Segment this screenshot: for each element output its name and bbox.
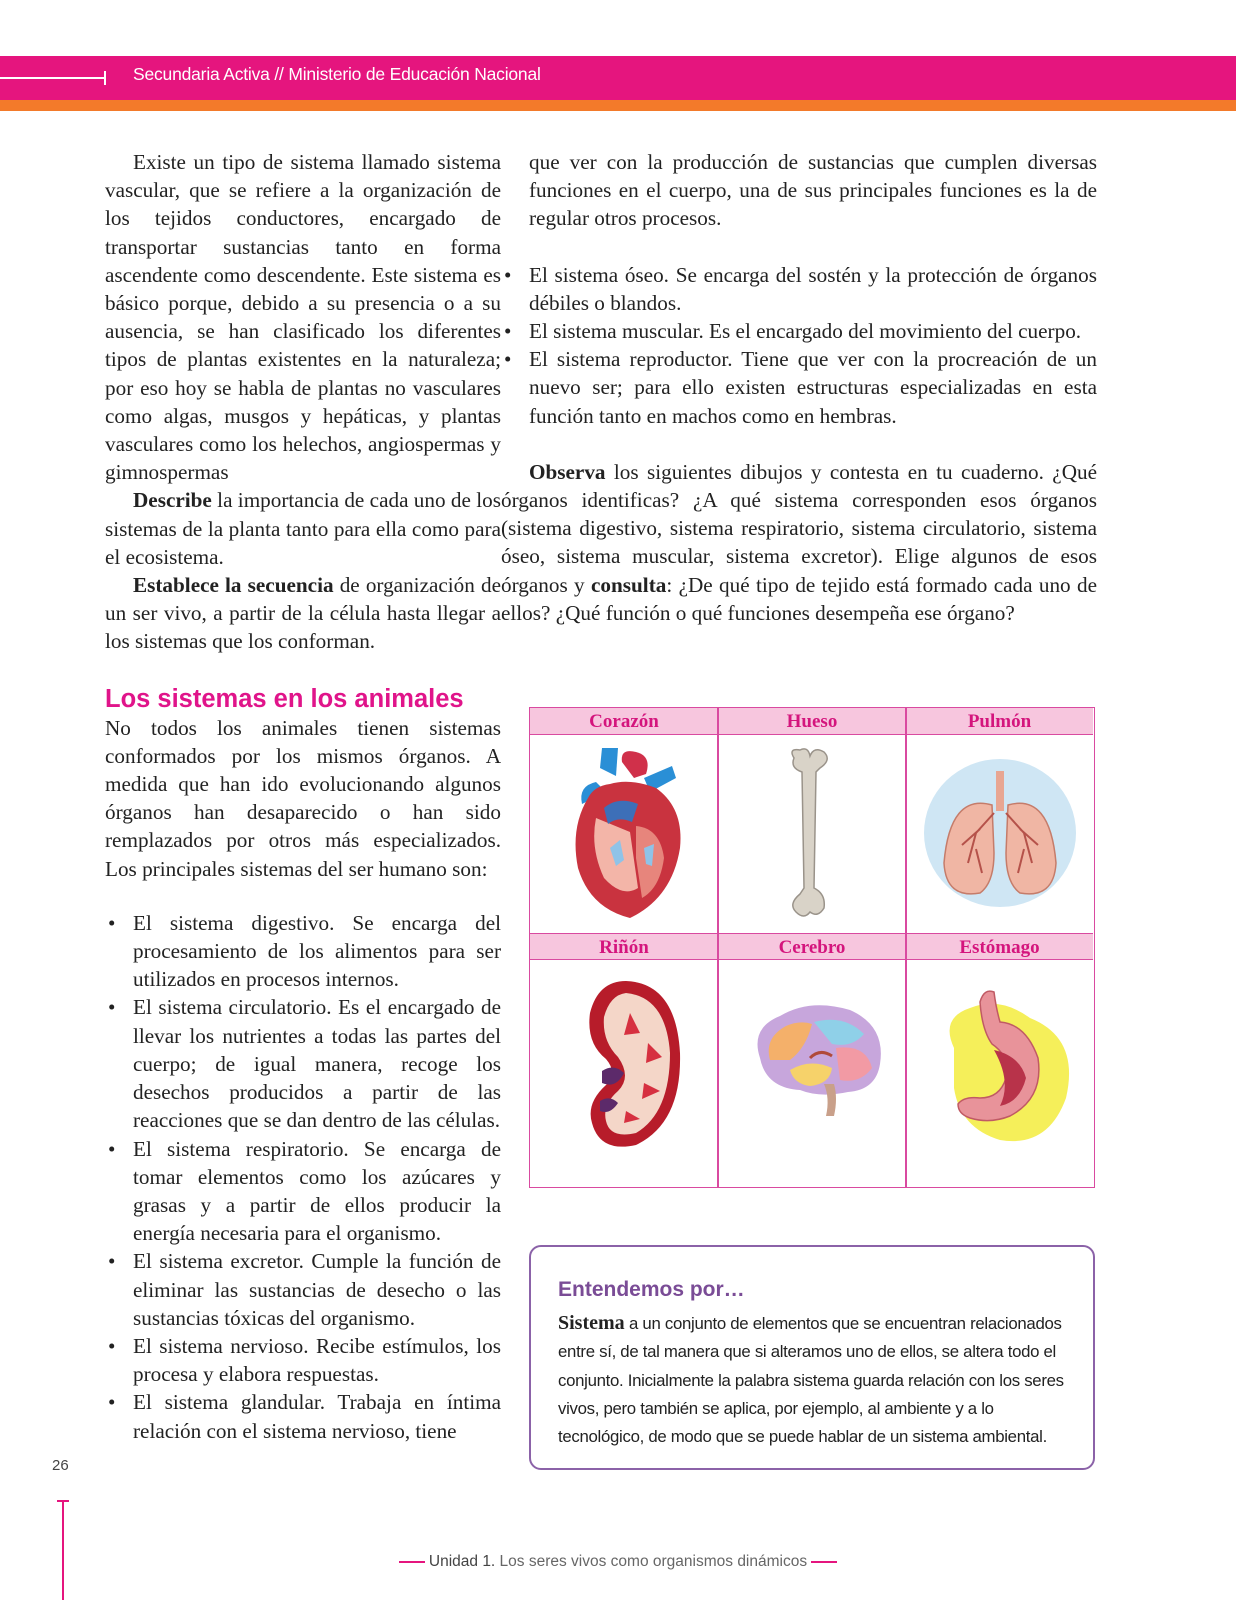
footer bbox=[0, 1553, 1236, 1571]
animals-paragraph: No todos los animales tienen sistemas conformados por los mismos órganos. A medida que han ido evolucionando algunos órganos han desaparecido o han sido remplazados por otros más especializados. Los principales sistemas del ser humano son: bbox=[105, 715, 501, 881]
organ-label-stomach: Estómago bbox=[906, 933, 1093, 960]
brain-icon bbox=[740, 998, 890, 1118]
consult-keyword: consulta bbox=[591, 572, 667, 597]
footer-unit: Unidad 1. bbox=[428, 1553, 496, 1570]
definition-body: a un conjunto de elementos que se encuentran relacionados entre sí, de tal manera que si alteramos uno de ellos, se altera todo el conjunto. Inicialmente la palabra sistema guarda relación con los seres vivos, pero también se aplica, por ejemplo, al ambiente y a lo tecnológico, de modo que se puede hablar de un sistema ambiental. bbox=[558, 1314, 1064, 1447]
margin-rule bbox=[62, 1500, 64, 1600]
systems-list bbox=[105, 909, 501, 1445]
vascular-paragraph: Existe un tipo de sistema llamado sistema vascular, que se refiere a la organización de los tejidos conductores, encargado de transportar sustancias tanto en forma ascendente como descendente. Este sistema es básico porque, debido a su presencia o a su ausencia, se han clasificado los diferentes tipos de plantas existentes en la naturaleza; por eso hoy se habla de plantas no vasculares como algas, musgos y hepáticas, y plantas vasculares como los helechos, angiospermas y gimnospermas bbox=[105, 150, 501, 485]
list-item: • El sistema respiratorio. Se encarga de tomar elementos como los azúcares y grasas y a partir de ellos producir la energía necesaria para el organismo. bbox=[105, 1135, 501, 1248]
observe-text-a: los siguientes dibujos y contesta en tu cuaderno. ¿Qué órganos identificas? ¿A qué sistema corresponden esos órganos (sistema digestivo, sistema respiratorio, sistema circulatorio, sistema óseo, sistema muscular, sistema excretor). Elige algunos de esos órganos y bbox=[501, 459, 1097, 597]
observe-paragraph bbox=[501, 458, 1097, 627]
sequence-paragraph bbox=[105, 571, 501, 656]
right-column bbox=[501, 148, 1097, 627]
header-rule-tick bbox=[104, 71, 106, 85]
organ-label-lung: Pulmón bbox=[906, 708, 1093, 735]
organ-grid bbox=[529, 707, 1095, 1188]
organ-label-kidney: Riñón bbox=[530, 933, 718, 960]
list-item: • El sistema circulatorio. Es el encargado de llevar los nutrientes a todas las partes del cuerpo; de igual manera, recoge los desechos producidos a partir de las reacciones que se dan dentro de las células. bbox=[105, 993, 501, 1134]
header-rule bbox=[0, 77, 105, 79]
organ-label-heart: Corazón bbox=[530, 708, 718, 735]
definition-term: Sistema bbox=[558, 1312, 625, 1334]
spacer bbox=[529, 233, 1097, 261]
organ-label-bone: Hueso bbox=[718, 708, 906, 735]
describe-text: la importancia de cada uno de los sistemas de la planta tanto para ella como para el ecosistema. bbox=[105, 488, 501, 569]
definition-text bbox=[558, 1309, 1078, 1451]
list-item: • El sistema muscular. Es el encargado del movimiento del cuerpo. bbox=[501, 317, 1097, 345]
definition-box bbox=[529, 1245, 1095, 1470]
header-title: Secundaria Activa // Ministerio de Educación Nacional bbox=[133, 64, 541, 84]
list-item: • El sistema digestivo. Se encarga del procesamiento de los alimentos para ser utilizados en procesos internos. bbox=[105, 909, 501, 994]
lung-icon bbox=[920, 753, 1080, 913]
bone-icon bbox=[780, 748, 840, 918]
footer-rule-left bbox=[399, 1561, 425, 1563]
list-item: • El sistema excretor. Cumple la función de eliminar las sustancias de desecho o las sustancias tóxicas del organismo. bbox=[105, 1247, 501, 1332]
describe-paragraph bbox=[105, 486, 501, 571]
heart-icon bbox=[560, 748, 690, 918]
footer-rule-right bbox=[811, 1561, 837, 1563]
spacer bbox=[529, 430, 1097, 458]
list-item: • El sistema glandular. Trabaja en íntima relación con el sistema nervioso, tiene bbox=[105, 1388, 501, 1444]
spacer bbox=[105, 656, 501, 684]
describe-keyword: Describe bbox=[133, 488, 212, 513]
footer-title: Los seres vivos como organismos dinámicos bbox=[495, 1553, 808, 1570]
glandular-continued: que ver con la producción de sustancias que cumplen diversas funciones en el cuerpo, una de sus principales funciones es la de regular otros procesos. bbox=[529, 150, 1097, 231]
header-stripe bbox=[0, 100, 1236, 111]
kidney-icon bbox=[566, 973, 686, 1153]
sequence-keyword: Establece la secuencia bbox=[133, 573, 334, 598]
stomach-icon bbox=[930, 978, 1080, 1158]
observe-keyword: Observa bbox=[529, 459, 606, 484]
list-item: • El sistema reproductor. Tiene que ver con la procreación de un nuevo ser; para ello existen estructuras especializadas en esta función tanto en machos como en hembras. bbox=[501, 345, 1097, 430]
page-number: 26 bbox=[52, 1457, 69, 1474]
spacer bbox=[105, 883, 501, 909]
organ-label-brain: Cerebro bbox=[718, 933, 906, 960]
sequence-text: de organización de un ser vivo, a partir de la célula hasta llegar a los sistemas que los conforman. bbox=[105, 573, 501, 654]
observe-text-b: : ¿De qué tipo de tejido está formado cada uno de ellos? ¿Qué función o qué funciones desempeña ese órgano? bbox=[501, 572, 1097, 625]
section-title: Los sistemas en los animales bbox=[105, 684, 464, 713]
margin-rule-tick bbox=[57, 1500, 69, 1502]
left-column bbox=[105, 148, 501, 1445]
systems-list-continued bbox=[501, 261, 1097, 430]
grid-divider bbox=[905, 708, 907, 1187]
list-item: • El sistema nervioso. Recibe estímulos, los procesa y elabora respuestas. bbox=[105, 1332, 501, 1388]
definition-title: Entendemos por… bbox=[558, 1278, 745, 1301]
list-item: • El sistema óseo. Se encarga del sostén y la protección de órganos débiles o blandos. bbox=[501, 261, 1097, 317]
grid-divider bbox=[717, 708, 719, 1187]
